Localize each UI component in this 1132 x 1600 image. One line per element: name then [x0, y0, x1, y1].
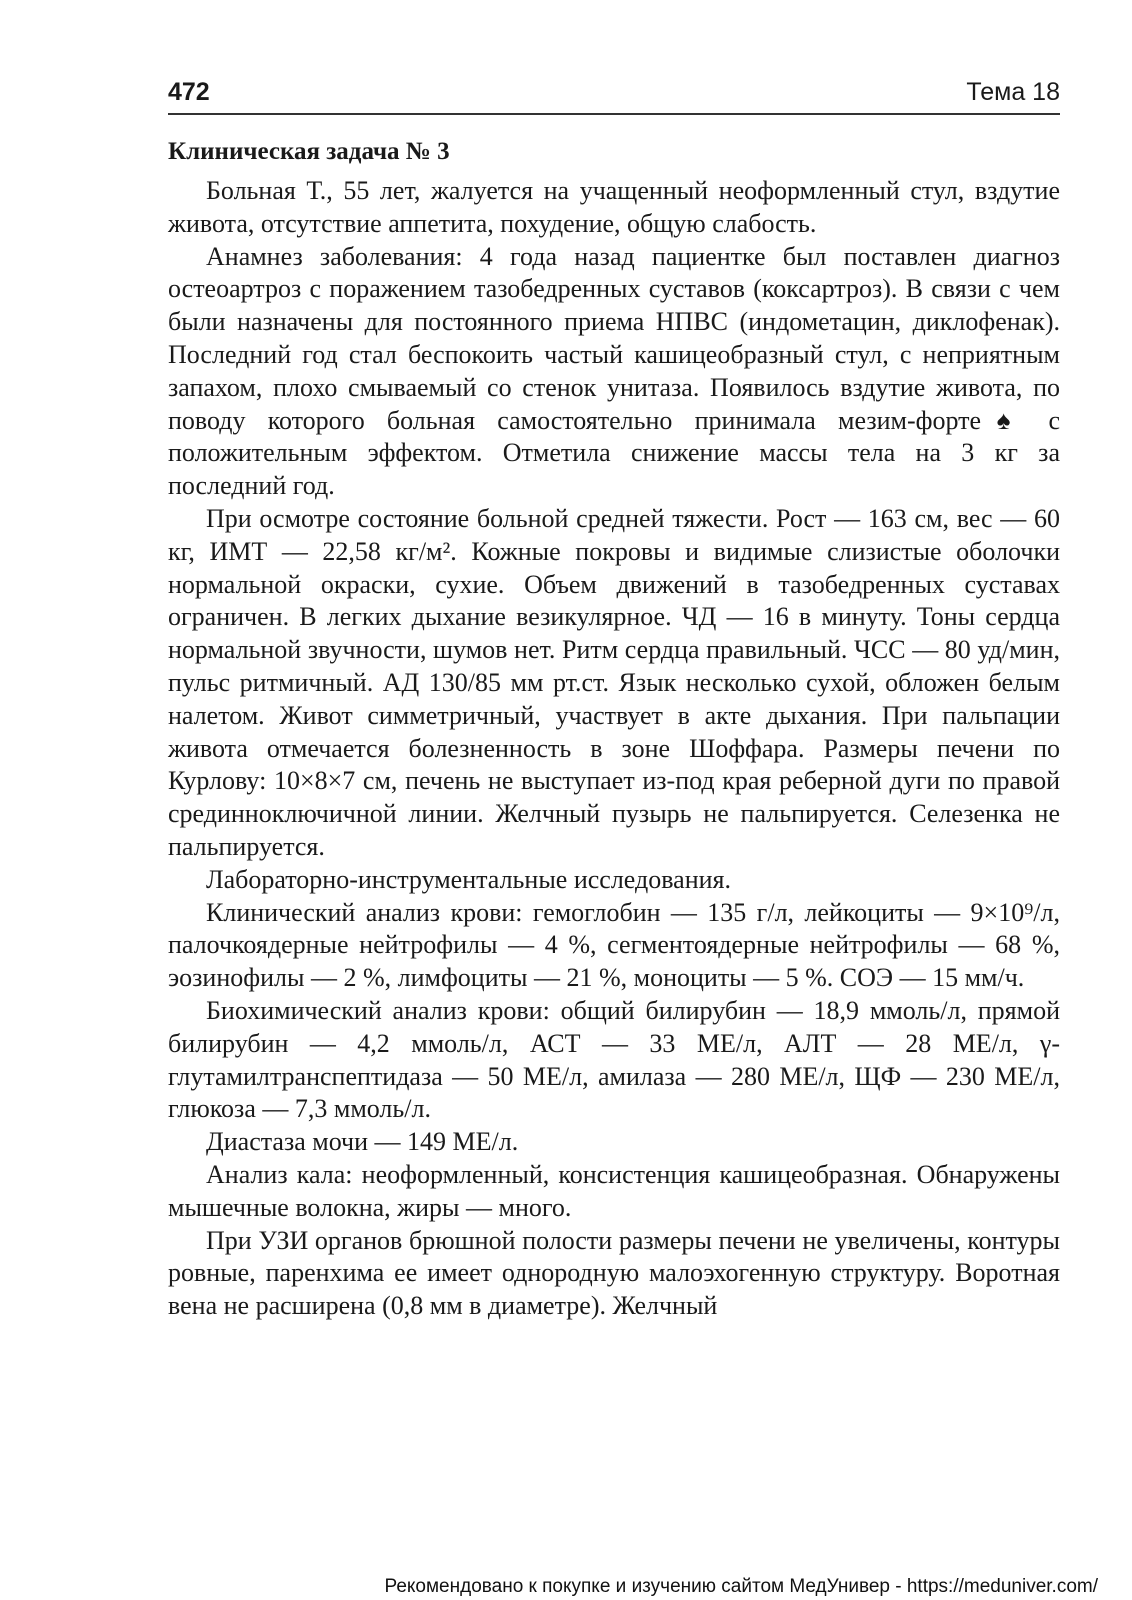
running-head-topic: Тема 18	[966, 78, 1060, 106]
complaints-paragraph: Больная Т., 55 лет, жалуется на учащенный неоформленный стул, вздутие живота, отсутствие аппетита, похудение, общую слабость.	[168, 176, 1060, 238]
biochemistry-paragraph: Биохимический анализ крови: общий билирубин — 18,9 ммоль/л, прямой билирубин — 4,2 ммоль/л, АСТ — 33 МЕ/л, АЛТ — 28 МЕ/л, γ-глутамилтранспептидаза — 50 МЕ/л, амилаза — 280 МЕ/л, ЩФ — 230 МЕ/л, глюкоза — 7,3 ммоль/л.	[168, 995, 1060, 1124]
page-body	[168, 133, 1060, 1323]
page-number: 472	[168, 78, 210, 106]
stool-analysis-paragraph: Анализ кала: неоформленный, консистенция кашицеобразная. Обнаружены мышечные волокна, жиры — много.	[168, 1159, 1060, 1222]
page-header	[168, 78, 1060, 114]
header-divider	[168, 113, 1060, 115]
anamnesis-paragraph: Анамнез заболевания: 4 года назад пациентке был поставлен диагноз остеоартроз с поражением тазобедренных суставов (коксартроз). В связи с чем были назначены для постоянного приема НПВС (индометацин, диклофенак). Последний год стал беспокоить частый кашицеобразный стул, с неприятным запахом, плохо смываемый со стенок унитаза. Появилось вздутие живота, по поводу которого больная самостоятельно принимала мезим-форте♠ с положительным эффектом. Отметила снижение массы тела на 3 кг за последний год.	[168, 241, 1060, 501]
examination-paragraph: При осмотре состояние больной средней тяжести. Рост — 163 см, вес — 60 кг, ИМТ — 22,58 кг/м². Кожные покровы и видимые слизистые оболочки нормальной окраски, сухие. Объем движений в тазобедренных суставах ограничен. В легких дыхание везикулярное. ЧД — 16 в минуту. Тоны сердца нормальной звучности, шумов нет. Ритм сердца правильный. ЧСС — 80 уд/мин, пульс ритмичный. АД 130/85 мм рт.ст. Язык несколько сухой, обложен белым налетом. Живот симметричный, участвует в акте дыхания. При пальпации живота отмечается болезненность в зоне Шоффара. Размеры печени по Курлову: 10×8×7 см, печень не выступает из-под края реберной дуги по правой срединноключичной линии. Желчный пузырь не пальпируется. Селезенка не пальпируется.	[168, 503, 1060, 861]
urine-diastase-paragraph: Диастаза мочи — 149 МЕ/л.	[206, 1127, 519, 1157]
ultrasound-paragraph: При УЗИ органов брюшной полости размеры печени не увеличены, контуры ровные, паренхима ее имеет однородную малоэхогенную структуру. Воротная вена не расширена (0,8 мм в диаметре). Желчный	[168, 1225, 1060, 1321]
blood-count-paragraph: Клинический анализ крови: гемоглобин — 135 г/л, лейкоциты — 9×10⁹/л, палочкоядерные нейтрофилы — 4 %, сегментоядерные нейтрофилы — 68 %, эозинофилы — 2 %, лимфоциты — 21 %, моноциты — 5 %. СОЭ — 15 мм/ч.	[168, 897, 1060, 993]
footer-recommendation: Рекомендовано к покупке и изучению сайтом МедУнивер - https://meduniver.com/	[384, 1576, 1098, 1597]
task-title: Клиническая задача № 3	[168, 138, 450, 165]
lab-studies-heading: Лабораторно-инструментальные исследования.	[206, 864, 731, 894]
